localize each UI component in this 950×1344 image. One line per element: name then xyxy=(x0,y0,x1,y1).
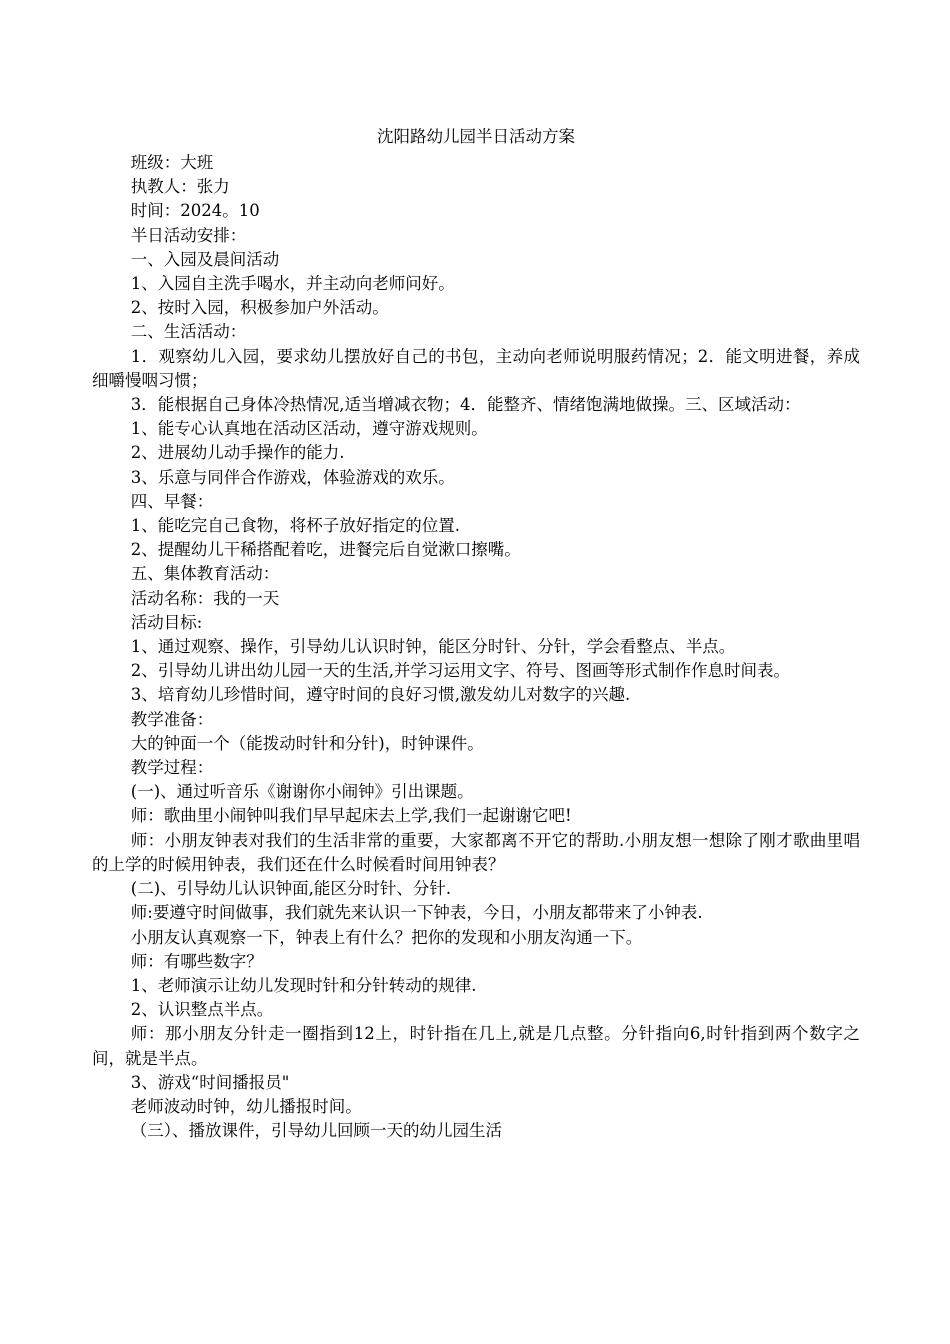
paragraph: (二)、引导幼儿认识钟面,能区分时针、分针. xyxy=(130,879,452,899)
paragraph: 活动名称：我的一天 xyxy=(130,588,280,608)
paragraph: 活动目标: xyxy=(130,612,203,632)
paragraph: 小朋友认真观察一下，钟表上有什么？把你的发现和小朋友沟通一下。 xyxy=(130,927,643,947)
paragraph: 师:要遵守时间做事，我们就先来认识一下钟表，今日，小朋友都带来了小钟表. xyxy=(130,903,703,923)
paragraph: 时间：2024。10 xyxy=(130,201,260,221)
paragraph: 师：歌曲里小闹钟叫我们早早起床去上学,我们一起谢谢它吧! xyxy=(130,806,572,826)
paragraph: 老师波动时钟，幼儿播报时间。 xyxy=(130,1096,362,1116)
paragraph: 1、能专心认真地在活动区活动，遵守游戏规则。 xyxy=(130,419,488,439)
paragraph: 四、早餐： xyxy=(130,491,214,511)
paragraph: 2、进展幼儿动手操作的能力. xyxy=(130,443,345,463)
paragraph: 3、游戏“时间播报员" xyxy=(130,1072,290,1092)
paragraph: 师：小朋友钟表对我们的生活非常的重要，大家都离不开它的帮助.小朋友想一想除了刚才歌曲里唱的上学的时候用钟表，我们还在什么时候看时间用钟表？ xyxy=(92,830,860,874)
paragraph: 师：有哪些数字？ xyxy=(130,951,263,971)
paragraph: 一、入园及晨间活动 xyxy=(130,249,280,269)
paragraph: 1．观察幼儿入园，要求幼儿摆放好自己的书包，主动向老师说明服药情况；2．能文明进餐，养成细嚼慢咽习惯； xyxy=(92,346,860,390)
paragraph: 教学过程： xyxy=(130,758,214,778)
document-page xyxy=(92,122,860,1143)
paragraph: 教学准备： xyxy=(130,709,214,729)
paragraph: 半日活动安排： xyxy=(130,225,247,245)
paragraph: 二、生活活动： xyxy=(130,322,247,342)
paragraph: 3、乐意与同伴合作游戏，体验游戏的欢乐。 xyxy=(130,467,455,487)
paragraph: 1、入园自主洗手喝水，并主动向老师问好。 xyxy=(130,274,455,294)
paragraph: 班级：大班 xyxy=(130,153,214,172)
paragraph: 1、通过观察、操作，引导幼儿认识时钟，能区分时针、分针，学会看整点、半点。 xyxy=(130,637,736,657)
paragraph: 2、提醒幼儿干稀搭配着吃，进餐完后自觉漱口擦嘴。 xyxy=(130,540,521,560)
paragraph: 师：那小朋友分针走一圈指到12上，时针指在几上,就是几点整。分针指向6,时针指到两个数字之间，就是半点。 xyxy=(92,1024,860,1068)
paragraph: 五、集体教育活动： xyxy=(130,564,280,584)
paragraph: 大的钟面一个（能拨动时针和分针)，时钟课件。 xyxy=(130,733,484,753)
paragraph: 2、引导幼儿讲出幼儿园一天的生活,并学习运用文字、符号、图画等形式制作作息时间表。 xyxy=(130,661,791,681)
paragraph: 3．能根据自己身体冷热情况,适当增减衣物；4．能整齐、情绪饱满地做操。三、区域活动： xyxy=(130,395,801,415)
paragraph: 2、认识整点半点。 xyxy=(130,1000,274,1020)
document-title: 沈阳路幼儿园半日活动方案 xyxy=(377,127,575,146)
paragraph: （三）、播放课件，引导幼儿回顾一天的幼儿园生活 xyxy=(130,1121,503,1141)
paragraph: 2、按时入园，积极参加户外活动。 xyxy=(130,298,389,318)
paragraph: (一)、通过听音乐《谢谢你小闹钟》引出课题。 xyxy=(130,782,474,802)
paragraph: 执教人：张力 xyxy=(130,177,230,197)
paragraph: 1、能吃完自己食物，将杯子放好指定的位置. xyxy=(130,516,461,536)
paragraph: 1、老师演示让幼儿发现时针和分针转动的规律. xyxy=(130,975,477,995)
paragraph: 3、培育幼儿珍惜时间，遵守时间的良好习惯,激发幼儿对数字的兴趣. xyxy=(130,685,631,705)
